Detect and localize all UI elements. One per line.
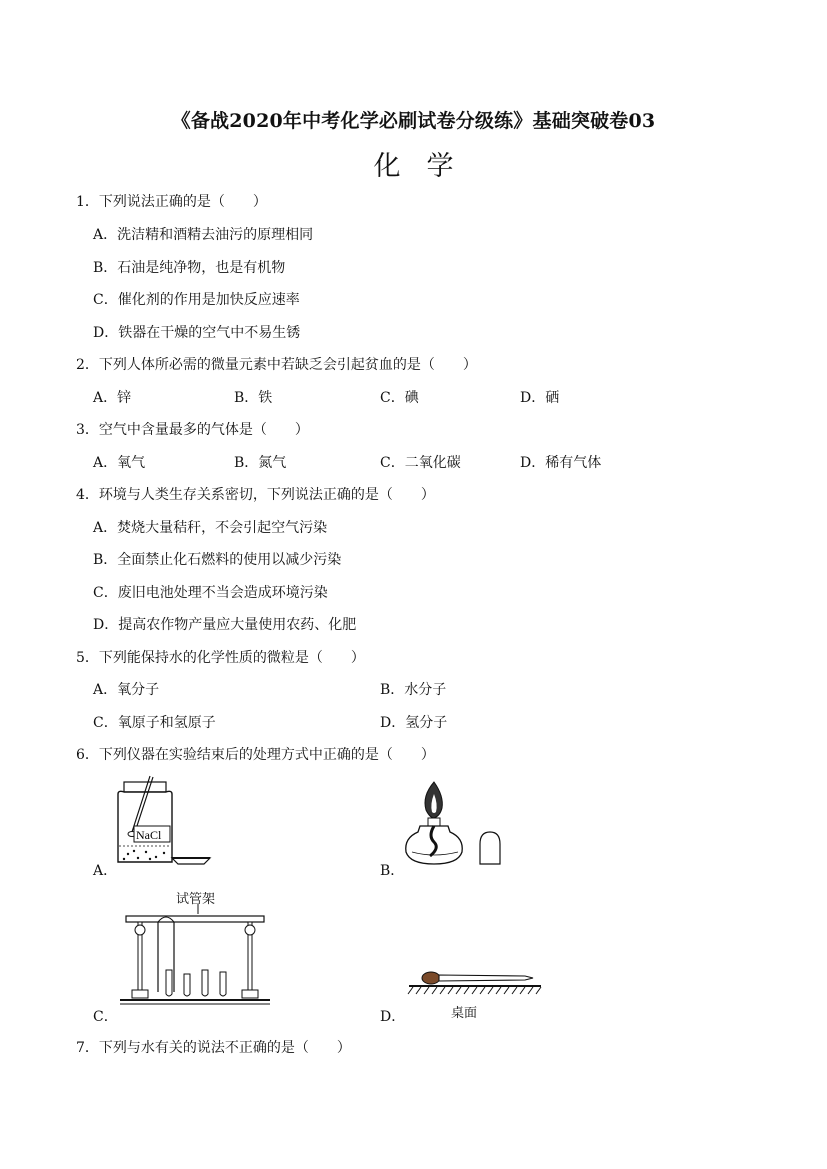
question-4-option-a: A．焚烧大量秸秆，不会引起空气污染 [93,520,328,536]
question-3-option-b: B．氮气 [234,455,287,471]
question-4-option-b: B．全面禁止化石燃料的使用以减少污染 [93,552,342,568]
dropper-on-table-figure [405,968,545,998]
table-surface-label: 桌面 [451,1006,478,1021]
question-1-stem: 1．下列说法正确的是（ ） [76,194,267,210]
question-5-option-a: A．氧分子 [93,682,160,698]
question-5-option-b: B．水分子 [380,682,447,698]
question-4-option-d: D．提高农作物产量应大量使用农药、化肥 [93,617,357,633]
question-1-option-c: C．催化剂的作用是加快反应速率 [93,292,300,308]
question-5-stem: 5．下列能保持水的化学性质的微粒是（ ） [76,650,365,666]
question-2-option-b: B．铁 [234,390,273,406]
test-tube-rack-figure [118,904,278,1010]
reagent-bottle-figure [110,774,220,874]
question-6-option-d: D． [380,1009,406,1025]
question-6-option-c: C． [93,1009,118,1025]
nacl-label: NaCl [136,828,162,842]
question-2-option-a: A．锌 [93,390,132,406]
question-5-option-d: D．氢分子 [380,715,448,731]
question-3-option-a: A．氧气 [93,455,146,471]
test-tube-rack-label: 试管架 [176,892,216,907]
question-2-option-c: C．碘 [380,390,419,406]
question-3-option-c: C．二氧化碳 [380,455,461,471]
question-5-option-c: C．氧原子和氢原子 [93,715,216,731]
question-7-stem: 7．下列与水有关的说法不正确的是（ ） [76,1040,351,1056]
question-6-stem: 6．下列仪器在实验结束后的处理方式中正确的是（ ） [76,747,435,763]
question-4-stem: 4．环境与人类生存关系密切，下列说法正确的是（ ） [76,487,435,503]
question-1-option-d: D．铁器在干燥的空气中不易生锈 [93,325,301,341]
subject-heading: 化学 [373,151,480,182]
question-3-stem: 3．空气中含量最多的气体是（ ） [76,422,309,438]
page-title: 《备战2020年中考化学必刷试卷分级练》基础突破卷03 [171,110,656,132]
question-2-option-d: D．硒 [520,390,560,406]
question-6-option-a: A． [93,863,118,879]
question-6-option-b: B． [380,863,405,879]
question-4-option-c: C．废旧电池处理不当会造成环境污染 [93,585,328,601]
question-1-option-a: A．洗洁精和酒精去油污的原理相同 [93,227,314,243]
question-3-option-d: D．稀有气体 [520,455,602,471]
question-1-option-b: B．石油是纯净物，也是有机物 [93,260,286,276]
question-2-stem: 2．下列人体所必需的微量元素中若缺乏会引起贫血的是（ ） [76,357,477,373]
alcohol-lamp-figure [400,780,510,870]
